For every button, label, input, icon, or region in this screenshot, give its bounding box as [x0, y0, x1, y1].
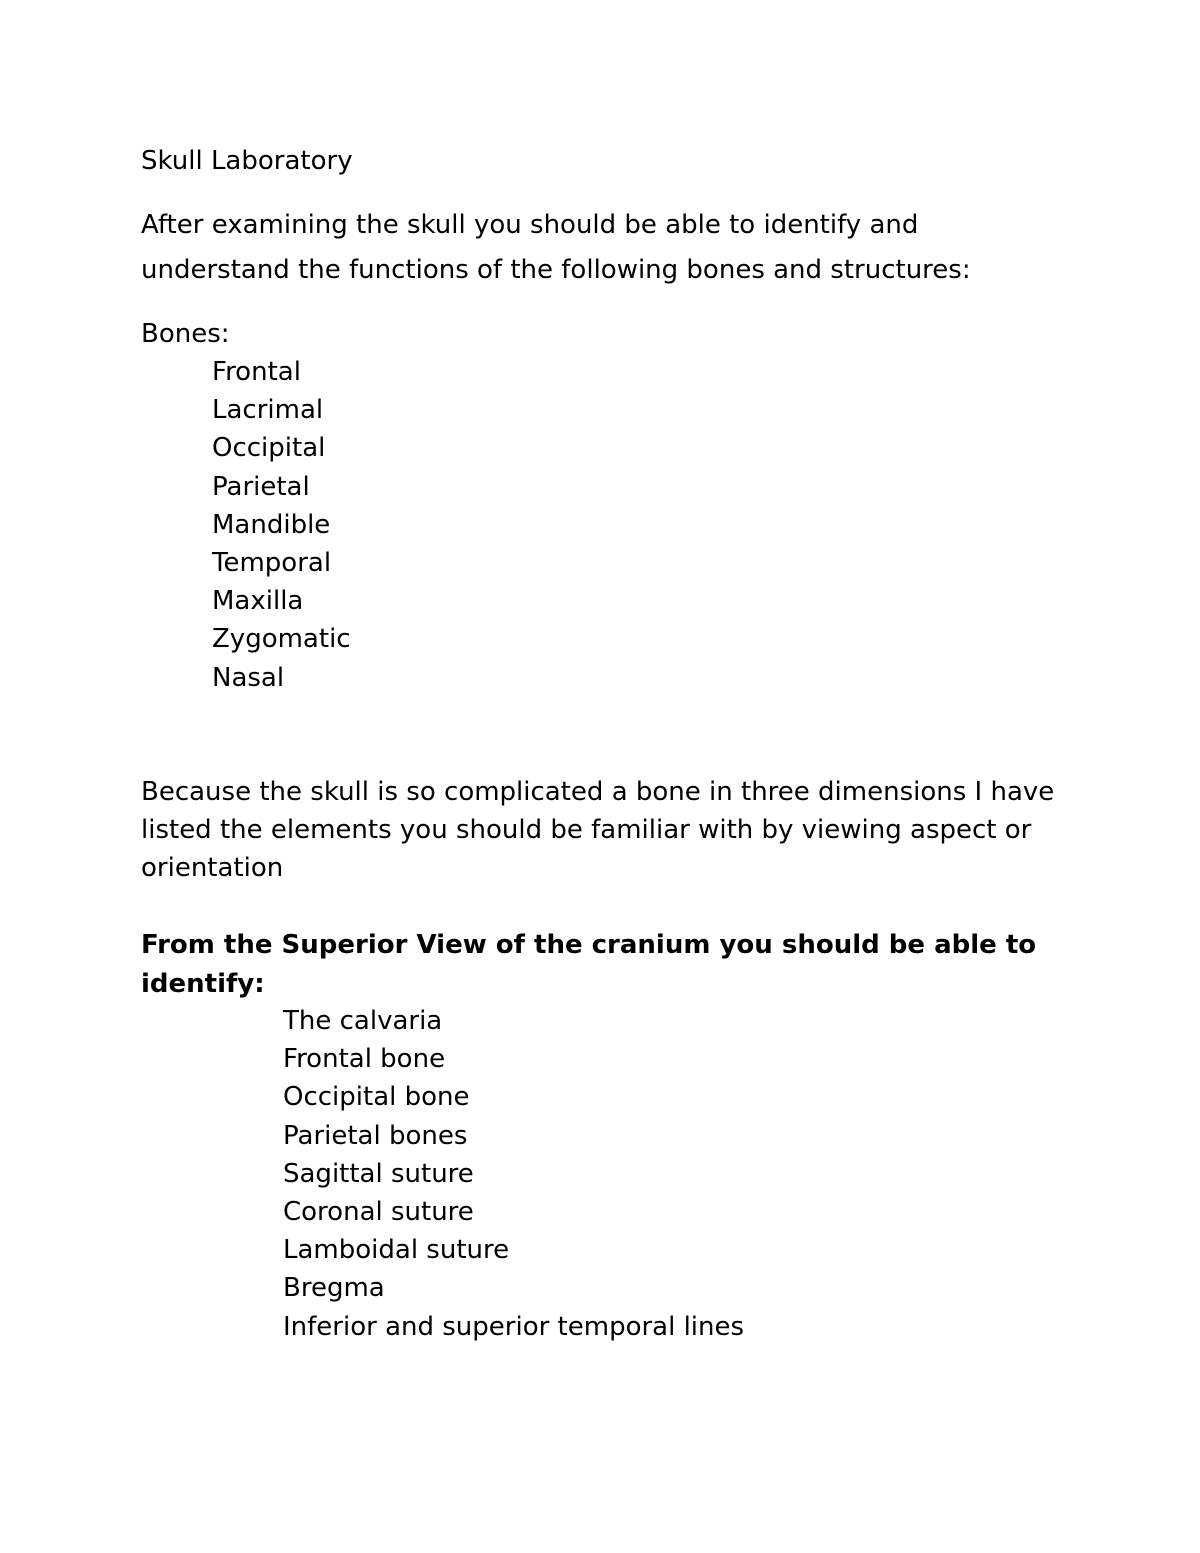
note-line-2: listed the elements you should be familiar with by viewing aspect or	[141, 815, 1032, 845]
bone-item: Frontal	[212, 357, 301, 387]
superior-heading-line-1: From the Superior View of the cranium you should be able to	[141, 930, 1037, 960]
superior-view-list	[283, 1002, 744, 1346]
bone-item: Maxilla	[212, 586, 304, 617]
note-line-1: Because the skull is so complicated a bone in three dimensions I have	[141, 777, 1055, 807]
superior-item: Inferior and superior temporal lines	[283, 1311, 745, 1342]
note-line-3: orientation	[141, 853, 284, 883]
bone-item: Mandible	[212, 509, 331, 540]
superior-item: Coronal suture	[283, 1196, 474, 1227]
superior-item: Occipital bone	[283, 1082, 470, 1113]
bone-item: Nasal	[212, 662, 285, 693]
bone-item: Temporal	[212, 547, 332, 578]
intro-line-1: After examining the skull you should be able to identify and	[141, 210, 919, 240]
bone-item: Zygomatic	[212, 624, 351, 655]
bone-item: Occipital	[212, 433, 326, 464]
superior-item: The calvaria	[283, 1006, 443, 1036]
superior-item: Parietal bones	[283, 1120, 468, 1151]
document-title: Skull Laboratory	[141, 146, 353, 176]
bones-list	[212, 353, 351, 697]
intro-line-2: understand the functions of the following bones and structures:	[141, 255, 971, 285]
superior-heading-line-2: identify:	[141, 969, 265, 999]
superior-item: Lamboidal suture	[283, 1235, 510, 1266]
bones-heading: Bones:	[141, 319, 230, 349]
superior-item: Sagittal suture	[283, 1158, 474, 1189]
bone-item: Lacrimal	[212, 395, 324, 426]
superior-item: Bregma	[283, 1273, 385, 1304]
superior-item: Frontal bone	[283, 1044, 446, 1075]
bone-item: Parietal	[212, 471, 310, 502]
